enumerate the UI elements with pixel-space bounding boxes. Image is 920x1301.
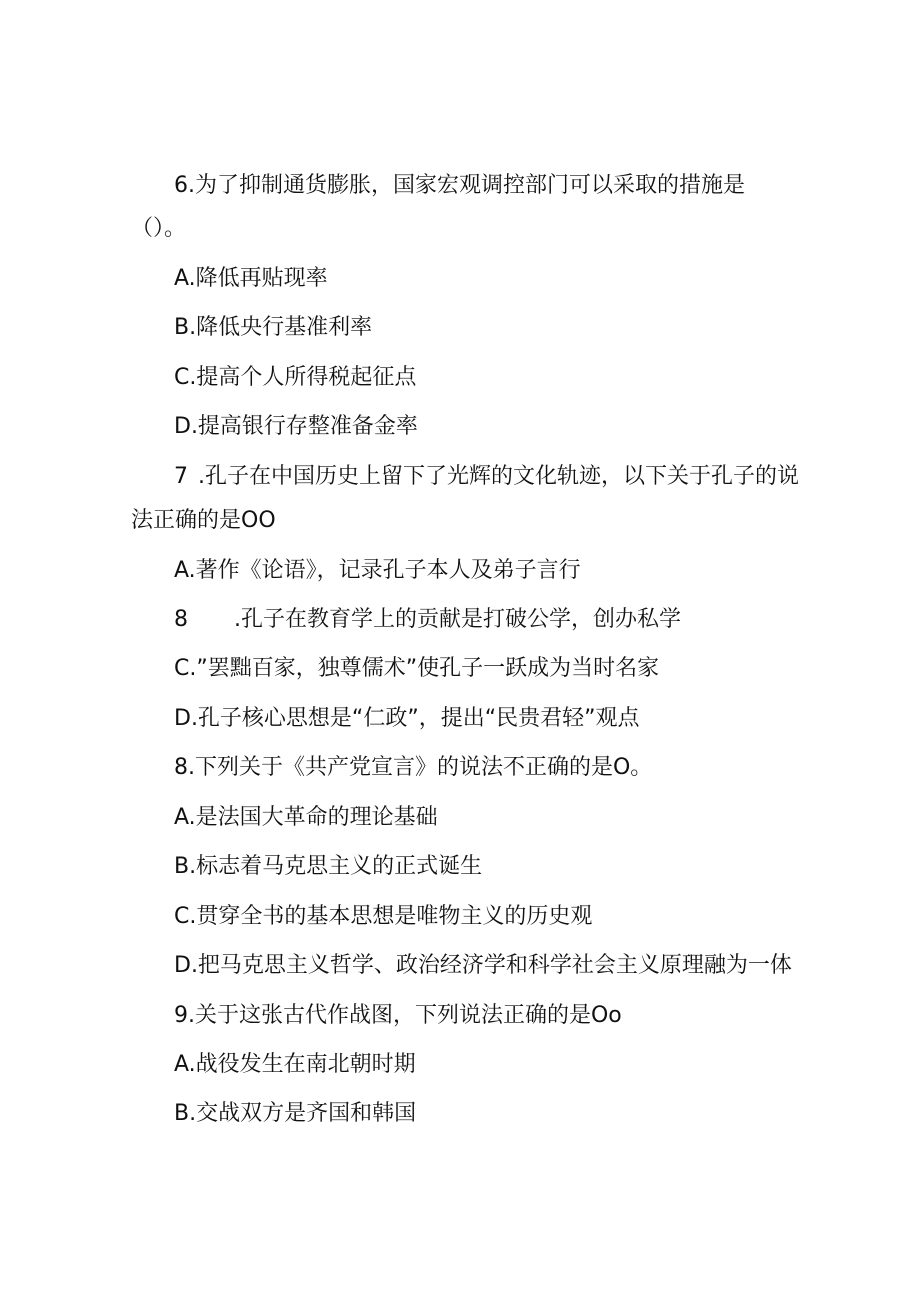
q7-option-a: A.著作《论语》，记录孔子本人及弟子言行 — [174, 558, 581, 583]
q8-stem: 8.下列关于《共产党宣言》的说法不正确的是O。 — [174, 755, 653, 780]
q8-option-c: C.贯穿全书的基本思想是唯物主义的历史观 — [174, 904, 593, 929]
q8-option-d: D.把马克思主义哲学、政治经济学和科学社会主义原理融为一体 — [174, 953, 792, 978]
q6-option-d: D.提高银行存整准备金率 — [174, 414, 418, 439]
q8-option-b: B.标志着马克思主义的正式诞生 — [174, 854, 483, 879]
q6-stem-line1: 6.为了抑制通货膨胀，国家宏观调控部门可以采取的措施是 — [174, 173, 745, 198]
q6-option-a: A.降低再贴现率 — [174, 266, 328, 291]
q8-option-a: A.是法国大革命的理论基础 — [174, 805, 438, 830]
q7-number: 7 — [174, 464, 188, 489]
q6-option-b: B.降低央行基准利率 — [174, 315, 373, 340]
q7-option-b-number: 8 — [174, 607, 188, 632]
q7-option-d: D.孔子核心思想是“仁政”，提出“民贵君轻”观点 — [174, 706, 640, 731]
q7-option-c: C.”罢黜百家，独尊儒术”使孔子一跃成为当时名家 — [174, 656, 660, 681]
q6-option-c: C.提高个人所得税起征点 — [174, 365, 417, 390]
q7-option-b: .孔子在教育学上的贡献是打破公学，创办私学 — [234, 607, 681, 632]
q6-stem-line2: （）。 — [131, 216, 187, 241]
q9-option-b: B.交战双方是齐国和韩国 — [174, 1101, 417, 1126]
q7-stem-line1: .孔子在中国历史上留下了光辉的文化轨迹，以下关于孔子的说 — [198, 464, 799, 489]
q9-option-a: A.战役发生在南北朝时期 — [174, 1052, 416, 1077]
q7-stem-line2: 法正确的是OO — [131, 508, 276, 533]
q9-stem: 9.关于这张古代作战图，下列说法正确的是Oo — [174, 1003, 622, 1028]
